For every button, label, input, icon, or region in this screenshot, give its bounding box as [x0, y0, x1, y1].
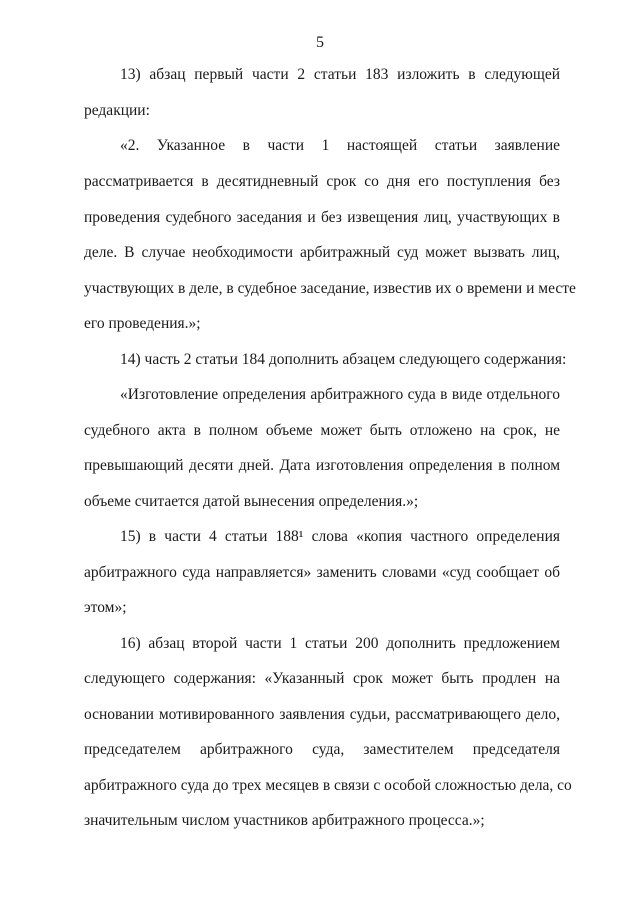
text-line: проведения судебного заседания и без извещения лиц, участвующих в [84, 209, 560, 226]
text-line: этом»; [84, 599, 127, 616]
text-line: объеме считается датой вынесения определения.»; [84, 493, 419, 510]
page-number: 5 [316, 34, 324, 51]
text-line: его проведения.»; [84, 315, 201, 332]
text-line: редакции: [84, 102, 150, 119]
text-line: «Изготовление определения арбитражного суда в виде отдельного [120, 386, 560, 403]
text-line: арбитражного суда до трех месяцев в связи с особой сложностью дела, со [84, 777, 572, 794]
text-line: 16) абзац второй части 1 статьи 200 дополнить предложением [120, 635, 560, 652]
text-line: значительным числом участников арбитражного процесса.»; [84, 812, 485, 829]
text-line: следующего содержания: «Указанный срок может быть продлен на [84, 670, 560, 687]
text-line: судебного акта в полном объеме может быть отложено на срок, не [84, 422, 560, 439]
text-line: превышающий десяти дней. Дата изготовления определения в полном [84, 457, 560, 474]
text-line: деле. В случае необходимости арбитражный суд может вызвать лиц, [84, 244, 560, 261]
text-line: «2. Указанное в части 1 настоящей статьи заявление [120, 137, 560, 154]
text-line: 13) абзац первый части 2 статьи 183 изложить в следующей [120, 66, 560, 83]
text-line: 14) часть 2 статьи 184 дополнить абзацем следующего содержания: [120, 351, 567, 368]
text-line: председателем арбитражного суда, заместителем председателя [84, 741, 560, 758]
text-line: 15) в части 4 статьи 188¹ слова «копия частного определения [120, 528, 560, 545]
text-line: арбитражного суда направляется» заменить словами «суд сообщает об [84, 564, 560, 581]
text-line: основании мотивированного заявления судьи, рассматривающего дело, [84, 706, 560, 723]
text-line: рассматривается в десятидневный срок со дня его поступления без [84, 173, 560, 190]
text-line: участвующих в деле, в судебное заседание, известив их о времени и месте [84, 280, 576, 297]
